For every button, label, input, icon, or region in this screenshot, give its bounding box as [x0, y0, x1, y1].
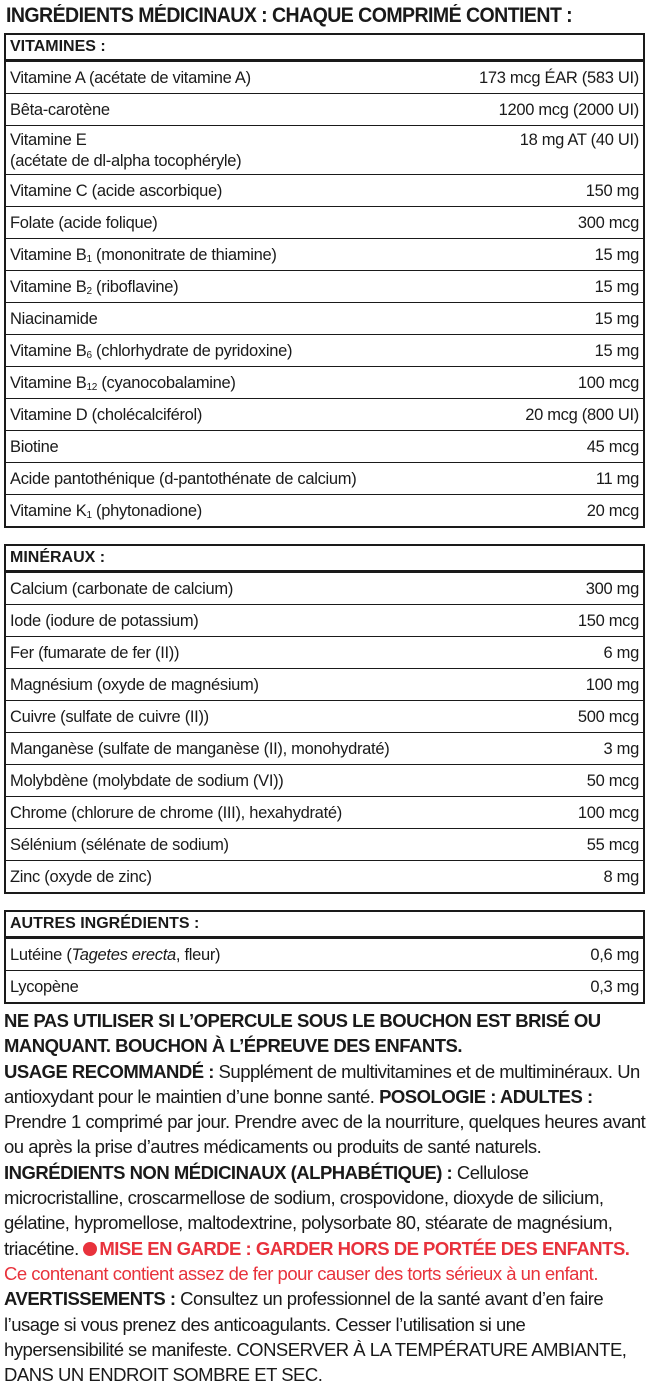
ingredient-amount: 500 mcg — [577, 708, 639, 726]
ingredient-name: Vitamine $B_{12}$ (cyanocobalamine) — [10, 374, 236, 393]
ingredient-amount: 15 mg — [594, 246, 639, 264]
ingredient-name — [10, 130, 520, 172]
ingredient-row — [6, 636, 643, 668]
ingredient-row — [6, 462, 643, 494]
warnings-label: AVERTISSEMENTS : — [4, 1288, 176, 1310]
other-ingredients-panel — [4, 910, 645, 1004]
ingredient-row — [6, 939, 643, 970]
ingredient-amount: 150 mcg — [577, 612, 639, 630]
ingredient-row — [6, 764, 643, 796]
ingredient-amount: 0,6 mg — [590, 946, 639, 964]
ingredient-name: Calcium (carbonate de calcium) — [10, 580, 234, 598]
ingredient-row — [6, 302, 643, 334]
ingredient-name: Vitamine $K_1$ (phytonadione) — [10, 502, 202, 521]
ingredient-name: Manganèse (sulfate de manganèse (II), monohydraté) — [10, 740, 390, 758]
ingredient-name: Cuivre (sulfate de cuivre (II)) — [10, 708, 209, 726]
ingredient-name: Iode (iodure de potassium) — [10, 612, 199, 630]
nonmedicinal-label: INGRÉDIENTS NON MÉDICINAUX (ALPHABÉTIQUE) : — [4, 1161, 453, 1183]
ingredient-amount: 15 mg — [594, 310, 639, 328]
ingredient-name: Magnésium (oxyde de magnésium) — [10, 676, 259, 694]
ingredient-name: Acide pantothénique (d-pantothénate de calcium) — [10, 470, 357, 488]
usage-text: Supplément de multivitamines et de multiminéraux. Un antioxydant pour le maintien d’une bonne santé. — [4, 1060, 640, 1107]
ingredient-row — [6, 604, 643, 636]
other-ingredients-title: AUTRES INGRÉDIENTS : — [6, 912, 643, 939]
ingredient-row — [6, 494, 643, 526]
ingredient-row — [6, 62, 643, 93]
ingredient-row — [6, 398, 643, 430]
ingredient-amount: 6 mg — [603, 644, 639, 662]
ingredient-amount: 100 mcg — [577, 804, 639, 822]
ingredient-row — [6, 93, 643, 125]
ingredient-row — [6, 206, 643, 238]
warnings-text: Consultez un professionnel de la santé avant d’en faire l’usage si vous prenez des anticoagulants. Cesser l’utilisation si une hypersensibilité se manifeste. CONSERVER À LA TEMPÉRATURE AMBIANTE, DANS UN ENDROIT SOMBRE ET SEC. — [4, 1288, 627, 1386]
ingredient-name: Vitamine $B_1$ (mononitrate de thiamine) — [10, 246, 277, 265]
ingredient-amount: 300 mg — [585, 580, 639, 598]
dosage-label: POSOLOGIE : ADULTES : — [379, 1085, 593, 1107]
nonmedicinal-text: Cellulose microcristalline, croscarmellose de sodium, crospovidone, dioxyde de silicium, gélatine, hypromellose, maltodextrine, polysorbate 80, stéarate de magnésium, triacétine. — [4, 1161, 613, 1259]
ingredient-name: Molybdène (molybdate de sodium (VI)) — [10, 772, 284, 790]
medicinal-ingredients-heading: INGRÉDIENTS MÉDICINAUX : CHAQUE COMPRIMÉ CONTIENT : — [6, 4, 573, 27]
ingredient-row — [6, 430, 643, 462]
ingredient-amount: 55 mcg — [586, 836, 639, 854]
dosage-text: Prendre 1 comprimé par jour. Prendre avec de la nourriture, quelques heures avant ou après la prise d’autres médicaments ou produits de santé naturels. — [4, 1111, 646, 1158]
ingredient-amount: 20 mcg (800 UI) — [525, 406, 639, 424]
ingredient-row — [6, 796, 643, 828]
section-gap — [4, 894, 647, 910]
ingredient-row — [6, 970, 643, 1002]
ingredient-amount: 300 mcg — [577, 214, 639, 232]
ingredient-name-line1: Vitamine E — [10, 131, 87, 149]
ingredient-row — [6, 573, 643, 604]
ingredient-name: Biotine — [10, 438, 59, 456]
ingredient-row — [6, 668, 643, 700]
directions-and-warnings — [4, 1008, 647, 1387]
ingredient-name: Vitamine $B_2$ (riboflavine) — [10, 278, 179, 297]
vitamins-title: VITAMINES : — [6, 35, 643, 62]
ingredient-amount: 15 mg — [594, 342, 639, 360]
ingredient-row — [6, 270, 643, 302]
ingredient-amount: 18 mg AT (40 UI) — [519, 131, 639, 149]
ingredient-row — [6, 125, 643, 174]
usage-label: USAGE RECOMMANDÉ : — [4, 1060, 214, 1082]
ingredient-name: Fer (fumarate de fer (II)) — [10, 644, 180, 662]
section-gap — [4, 528, 647, 544]
ingredient-name: Sélénium (sélénate de sodium) — [10, 836, 229, 854]
caution-text: Ce contenant contient assez de fer pour causer des torts sérieux à un enfant. — [4, 1262, 598, 1284]
ingredient-amount: 45 mcg — [586, 438, 639, 456]
ingredient-amount: 100 mcg — [577, 374, 639, 392]
ingredient-name: Lutéine (Tagetes erecta, fleur) — [10, 946, 221, 964]
ingredient-row — [6, 174, 643, 206]
ingredient-amount: 8 mg — [603, 868, 639, 886]
ingredient-name: Vitamine D (cholécalciférol) — [10, 406, 203, 424]
ingredient-name: Lycopène — [10, 978, 79, 996]
ingredient-amount: 173 mcg ÉAR (583 UI) — [479, 69, 639, 87]
ingredient-name: Niacinamide — [10, 310, 98, 328]
ingredient-row — [6, 732, 643, 764]
ingredient-name: Vitamine $B_6$ (chlorhydrate de pyridoxine) — [10, 342, 293, 361]
ingredient-name: Folate (acide folique) — [10, 214, 158, 232]
minerals-title: MINÉRAUX : — [6, 546, 643, 573]
ingredient-row — [6, 828, 643, 860]
ingredient-name: Vitamine A (acétate de vitamine A) — [10, 69, 251, 87]
ingredient-row — [6, 238, 643, 270]
ingredient-name-line2: (acétate de dl-alpha tocophéryle) — [10, 152, 242, 170]
ingredient-name: Chrome (chlorure de chrome (III), hexahydraté) — [10, 804, 342, 822]
ingredient-amount: 20 mcg — [586, 502, 639, 520]
minerals-panel — [4, 544, 645, 894]
warning-dot-icon — [83, 1242, 97, 1256]
ingredient-amount: 15 mg — [594, 278, 639, 296]
ingredient-row — [6, 334, 643, 366]
ingredient-amount: 11 mg — [595, 470, 639, 488]
ingredient-amount: 3 mg — [603, 740, 639, 758]
ingredient-name: Vitamine C (acide ascorbique) — [10, 182, 223, 200]
seal-warning: NE PAS UTILISER SI L’OPERCULE SOUS LE BOUCHON EST BRISÉ OU MANQUANT. BOUCHON À L’ÉPREUVE DES ENFANTS. — [4, 1010, 601, 1057]
ingredient-amount: 100 mg — [585, 676, 639, 694]
ingredient-row — [6, 700, 643, 732]
ingredient-row — [6, 366, 643, 398]
vitamins-panel — [4, 33, 645, 528]
ingredient-amount: 50 mcg — [586, 772, 639, 790]
caution-label: MISE EN GARDE : GARDER HORS DE PORTÉE DES ENFANTS. — [99, 1237, 630, 1259]
ingredient-amount: 150 mg — [585, 182, 639, 200]
ingredient-amount: 1200 mcg (2000 UI) — [498, 101, 639, 119]
ingredient-amount: 0,3 mg — [590, 978, 639, 996]
ingredient-row — [6, 860, 643, 892]
ingredient-name: Zinc (oxyde de zinc) — [10, 868, 152, 886]
ingredient-name: Bêta-carotène — [10, 101, 110, 119]
